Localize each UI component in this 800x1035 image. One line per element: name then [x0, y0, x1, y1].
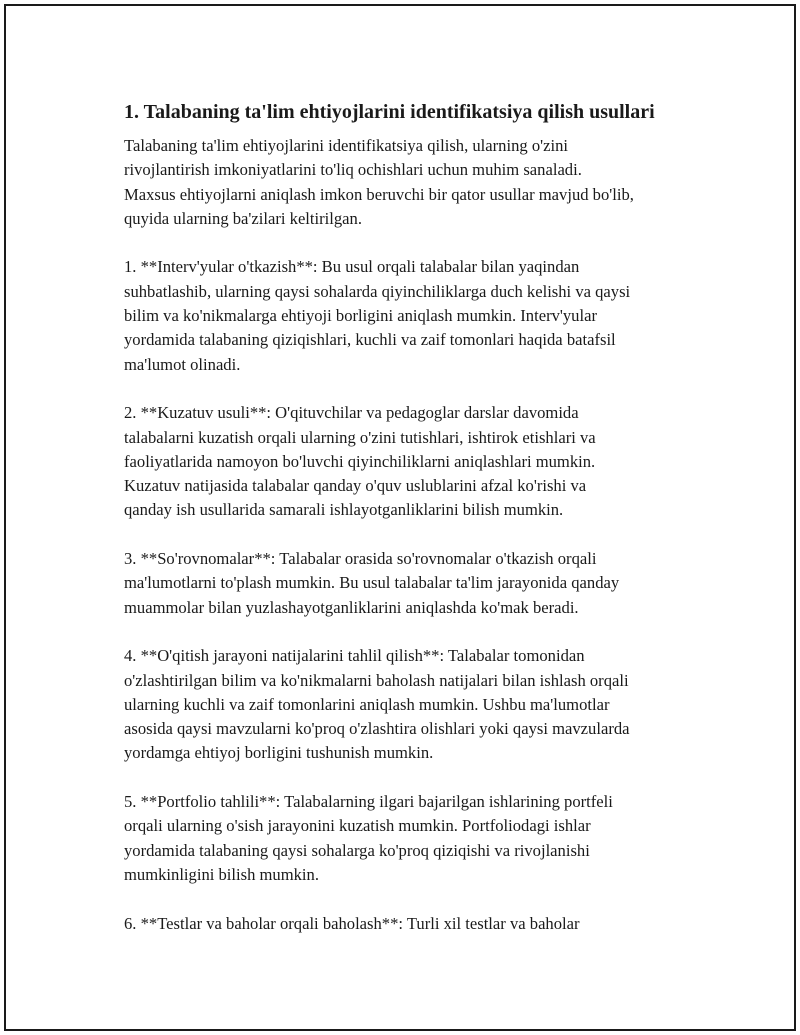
text-line: orqali ularning o'sish jarayonini kuzatish mumkin. Portfoliodagi ishlar — [124, 816, 591, 836]
method-paragraph-observation — [124, 401, 704, 522]
text-line: yordamida talabaning qiziqishlari, kuchli va zaif tomonlari haqida batafsil — [124, 330, 616, 350]
text-line: talabalarni kuzatish orqali ularning o'zini tutishlari, ishtirok etishlari va — [124, 427, 596, 447]
text-line: 6. **Testlar va baholar orqali baholash**: Turli xil testlar va baholar — [124, 913, 580, 933]
text-line: 4. **O'qitish jarayoni natijalarini tahlil qilish**: Talabalar tomonidan — [124, 646, 585, 666]
text-line: muammolar bilan yuzlashayotganliklarini aniqlashda ko'mak beradi. — [124, 597, 579, 617]
text-line: Talabaning ta'lim ehtiyojlarini identifikatsiya qilish, ularning o'zini — [124, 136, 568, 155]
text-line: ma'lumot olinadi. — [124, 354, 241, 374]
text-line: faoliyatlarida namoyon bo'luvchi qiyinchiliklarni aniqlashlari mumkin. — [124, 451, 596, 471]
method-paragraph-surveys — [124, 547, 704, 620]
document-body — [124, 98, 704, 960]
method-paragraph-interviews — [124, 255, 704, 376]
intro-paragraph — [124, 134, 704, 231]
text-line: Kuzatuv natijasida talabalar qanday o'quv uslublarini afzal ko'rishi va — [124, 476, 587, 496]
method-paragraph-tests — [124, 912, 704, 936]
text-line: Maxsus ehtiyojlarni aniqlash imkon beruvchi bir qator usullar mavjud bo'lib, — [124, 184, 634, 204]
text-line: mumkinligini bilish mumkin. — [124, 864, 319, 884]
text-line: 2. **Kuzatuv usuli**: O'qituvchilar va pedagoglar darslar davomida — [124, 403, 579, 423]
text-line: qanday ish usullarida samarali ishlayotganliklarini bilish mumkin. — [124, 500, 564, 520]
text-line: ma'lumotlarni to'plash mumkin. Bu usul talabalar ta'lim jarayonida qanday — [124, 573, 620, 593]
text-line: o'zlashtirilgan bilim va ko'nikmalarni baholash natijalari bilan ishlash orqali — [124, 670, 629, 690]
text-line: rivojlantirish imkoniyatlarini to'liq ochishlari uchun muhim sanaladi. — [124, 160, 582, 180]
text-line: quyida ularning ba'zilari keltirilgan. — [124, 208, 362, 228]
page-frame — [4, 4, 796, 1031]
text-line: 1. **Interv'yular o'tkazish**: Bu usul orqali talabalar bilan yaqindan — [124, 257, 580, 277]
method-paragraph-results-analysis — [124, 644, 704, 765]
method-paragraph-portfolio — [124, 790, 704, 887]
text-line: 3. **So'rovnomalar**: Talabalar orasida so'rovnomalar o'tkazish orqali — [124, 549, 597, 569]
text-line: yordamida talabaning qaysi sohalarga ko'proq qiziqishi va rivojlanishi — [124, 840, 590, 860]
text-line: ularning kuchli va zaif tomonlarini aniqlash mumkin. Ushbu ma'lumotlar — [124, 694, 610, 714]
document-title: 1. Talabaning ta'lim ehtiyojlarini identifikatsiya qilish usullari — [124, 101, 655, 123]
text-line: 5. **Portfolio tahlili**: Talabalarning ilgari bajarilgan ishlarining portfeli — [124, 792, 613, 812]
text-line: bilim va ko'nikmalarga ehtiyoji borligini aniqlash mumkin. Interv'yular — [124, 306, 597, 326]
text-line: yordamga ehtiyoj borligini tushunish mumkin. — [124, 743, 434, 763]
text-line: asosida qaysi mavzularni ko'proq o'zlashtira olishlari yoki qaysi mavzularda — [124, 719, 630, 739]
text-line: suhbatlashib, ularning qaysi sohalarda qiyinchiliklarga duch kelishi va qaysi — [124, 281, 631, 301]
